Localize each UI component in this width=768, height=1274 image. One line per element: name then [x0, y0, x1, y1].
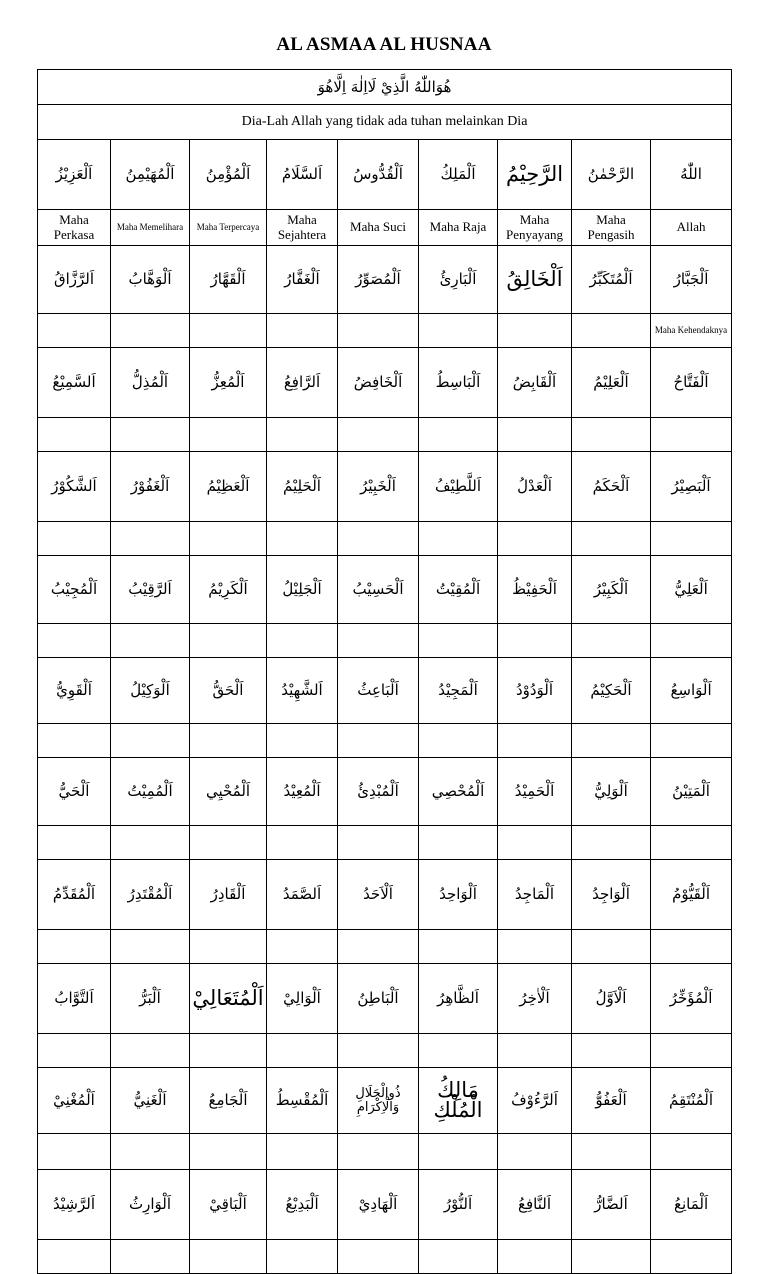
meaning-cell — [572, 826, 651, 860]
asma-name-cell: اَلْفَتَّاحُ — [651, 348, 732, 418]
names-row — [38, 1068, 732, 1134]
asma-name-cell: اَلْحَمِيْدُ — [498, 758, 572, 826]
meaning-cell — [267, 724, 338, 758]
meaning-cell — [498, 826, 572, 860]
meaning-cell — [111, 522, 190, 556]
meaning-cell — [338, 1034, 419, 1068]
meaning-cell — [111, 826, 190, 860]
meaning-cell: Maha Terpercaya — [190, 210, 267, 246]
asma-name-cell: اَلْمَتِيْنُ — [651, 758, 732, 826]
asmaul-husna-table — [37, 69, 732, 1274]
asma-name-cell: اَلْخَالِقُ — [498, 246, 572, 314]
names-row — [38, 348, 732, 418]
meanings-row — [38, 930, 732, 964]
asma-name-cell: اَلتَّوَّابُ — [38, 964, 111, 1034]
asma-name-cell: اَلْوَاحِدُ — [419, 860, 498, 930]
asma-name-cell: اَلْمُذِلُّ — [111, 348, 190, 418]
meaning-cell — [651, 724, 732, 758]
asma-name-cell: اَلْبَاسِطُ — [419, 348, 498, 418]
asma-name-cell: اَلْاٰخِرُ — [498, 964, 572, 1034]
asma-name-cell: اَلْبَارِئُ — [419, 246, 498, 314]
meaning-cell — [419, 1240, 498, 1274]
asma-name-cell: اَلْوَارِثُ — [111, 1170, 190, 1240]
meaning-cell — [498, 418, 572, 452]
meaning-cell — [111, 930, 190, 964]
asma-name-cell: اَلْمُمِيْتُ — [111, 758, 190, 826]
asma-name-cell: اَلْقَوِيُّ — [38, 658, 111, 724]
asma-name-cell: اَلْوَاجِدُ — [572, 860, 651, 930]
meaning-cell: Allah — [651, 210, 732, 246]
asma-name-cell: اَلْغَنِيُّ — [111, 1068, 190, 1134]
header-translation: Dia-Lah Allah yang tidak ada tuhan melainkan Dia — [38, 105, 732, 140]
meaning-cell — [338, 1240, 419, 1274]
meaning-cell — [338, 418, 419, 452]
meaning-cell — [651, 1240, 732, 1274]
asma-name-cell: اَلْوَالِيْ — [267, 964, 338, 1034]
asma-name-cell: اَلْحَسِيْبُ — [338, 556, 419, 624]
meanings-row — [38, 210, 732, 246]
asma-name-cell: اَلْمُؤْمِنُ — [190, 140, 267, 210]
meaning-cell — [38, 624, 111, 658]
asma-name-cell: الرَّحْمٰنُ — [572, 140, 651, 210]
asma-name-cell: اَلْمُغْنِيْ — [38, 1068, 111, 1134]
meaning-cell — [419, 930, 498, 964]
asma-name-cell: اَلْهَادِيْ — [338, 1170, 419, 1240]
meaning-cell — [498, 1134, 572, 1170]
asma-name-cell: اَلْكَبِيْرُ — [572, 556, 651, 624]
asma-name-cell: اَلْبَصِيْرُ — [651, 452, 732, 522]
meaning-cell — [338, 624, 419, 658]
meaning-cell — [419, 522, 498, 556]
asma-name-cell: اَلْمُجِيْبُ — [38, 556, 111, 624]
asma-name-cell: اَلْمُنْتَقِمُ — [651, 1068, 732, 1134]
meaning-cell — [267, 826, 338, 860]
meaning-cell — [190, 930, 267, 964]
meaning-cell — [38, 522, 111, 556]
meaning-cell — [498, 624, 572, 658]
meaning-cell — [572, 314, 651, 348]
names-row — [38, 140, 732, 210]
asma-name-cell: اَلْمُهَيْمِنُ — [111, 140, 190, 210]
asma-name-cell: اَلْخَبِيْرُ — [338, 452, 419, 522]
names-row — [38, 556, 732, 624]
asma-name-cell: اَلْوَهَّابُ — [111, 246, 190, 314]
meanings-row — [38, 1240, 732, 1274]
meaning-cell — [498, 314, 572, 348]
asma-name-cell: اَلشَّكُوْرُ — [38, 452, 111, 522]
meaning-cell — [651, 930, 732, 964]
meanings-row — [38, 724, 732, 758]
meaning-cell — [419, 724, 498, 758]
asma-name-cell: اَلْعَفُوُّ — [572, 1068, 651, 1134]
asma-name-cell: اَلْمُصَوِّرُ — [338, 246, 419, 314]
meaning-cell — [338, 724, 419, 758]
meaning-cell: Maha Kehendaknya — [651, 314, 732, 348]
asma-name-cell: اَلْوَاسِعُ — [651, 658, 732, 724]
asma-name-cell: اَلْعَظِيْمُ — [190, 452, 267, 522]
asma-name-cell: اَلْمُحْيِي — [190, 758, 267, 826]
meaning-cell — [651, 522, 732, 556]
asma-name-cell: اَلرَّقِيْبُ — [111, 556, 190, 624]
header-arabic-verse: هُوَاللّٰهُ الَّذِيْ لَااِلٰهَ اِلَّاهُوَ — [38, 70, 732, 105]
asma-name-cell: اَلْحَكِيْمُ — [572, 658, 651, 724]
meaning-cell — [190, 314, 267, 348]
asma-name-cell: اَلْحَقُّ — [190, 658, 267, 724]
names-row — [38, 452, 732, 522]
asma-name-cell: اَلْغَفَّارُ — [267, 246, 338, 314]
asma-name-cell: اَلْحَفِيْظُ — [498, 556, 572, 624]
meaning-cell — [267, 930, 338, 964]
meaning-cell — [267, 522, 338, 556]
asma-name-cell: اَلْمُقِيْتُ — [419, 556, 498, 624]
meaning-cell: Maha Sejahtera — [267, 210, 338, 246]
meaning-cell — [190, 826, 267, 860]
asma-name-cell: اَلْمُقَدِّمُ — [38, 860, 111, 930]
meaning-cell — [572, 1240, 651, 1274]
meaning-cell — [267, 624, 338, 658]
asma-name-cell: اَلسَّمِيْعُ — [38, 348, 111, 418]
meaning-cell — [338, 930, 419, 964]
names-row — [38, 246, 732, 314]
asma-name-cell: اَلرَّشِيْدُ — [38, 1170, 111, 1240]
meaning-cell — [498, 724, 572, 758]
asma-name-cell: اَلْمُؤَخِّرُ — [651, 964, 732, 1034]
meaning-cell — [111, 1240, 190, 1274]
page-title: AL ASMAA AL HUSNAA — [276, 34, 492, 55]
asma-name-cell: اَلْجَامِعُ — [190, 1068, 267, 1134]
meaning-cell — [267, 314, 338, 348]
asma-name-cell: اَلْبَاعِثُ — [338, 658, 419, 724]
asma-name-cell: اَلْبَدِيْعُ — [267, 1170, 338, 1240]
asma-name-cell: الرَّحِيْمُ — [498, 140, 572, 210]
meaning-cell — [267, 1034, 338, 1068]
asma-name-cell: اللّٰهُ — [651, 140, 732, 210]
meanings-row — [38, 522, 732, 556]
asma-name-cell: اَلْمَاجِدُ — [498, 860, 572, 930]
meaning-cell — [111, 724, 190, 758]
meaning-cell — [38, 724, 111, 758]
asma-name-cell: اَلْمُقْتَدِرُ — [111, 860, 190, 930]
asma-name-cell: اَلْمُعِزُّ — [190, 348, 267, 418]
meaning-cell — [498, 1240, 572, 1274]
asma-name-cell: اَلْمَجِيْدُ — [419, 658, 498, 724]
meaning-cell — [38, 930, 111, 964]
asma-name-cell: اَلصَّمَدُ — [267, 860, 338, 930]
asma-name-cell: اَلْبَاقِيْ — [190, 1170, 267, 1240]
meaning-cell — [267, 1240, 338, 1274]
meaning-cell — [498, 1034, 572, 1068]
meaning-cell — [111, 1034, 190, 1068]
asma-name-cell: اَلْمُتَعَالِيْ — [190, 964, 267, 1034]
meaning-cell — [111, 314, 190, 348]
meaning-cell — [267, 1134, 338, 1170]
meaning-cell — [190, 1134, 267, 1170]
asma-name-cell: اَلرَّزَّاقُ — [38, 246, 111, 314]
meaning-cell — [572, 930, 651, 964]
meaning-cell — [338, 314, 419, 348]
meanings-row — [38, 1034, 732, 1068]
meaning-cell: Maha Suci — [338, 210, 419, 246]
asma-name-cell: اَلنُّوْرُ — [419, 1170, 498, 1240]
meaning-cell: Maha Memelihara — [111, 210, 190, 246]
asma-name-cell: اَلْمُقْسِطُ — [267, 1068, 338, 1134]
meaning-cell: Maha Penyayang — [498, 210, 572, 246]
asma-name-cell: اَلظَّاهِرُ — [419, 964, 498, 1034]
asma-name-cell: اَلْعَدْلُ — [498, 452, 572, 522]
meaning-cell — [190, 724, 267, 758]
meaning-cell — [651, 1034, 732, 1068]
asma-name-cell: اَلْمُحْصِي — [419, 758, 498, 826]
asma-name-cell: اَلْمُبْدِئُ — [338, 758, 419, 826]
meaning-cell — [419, 418, 498, 452]
meaning-cell — [572, 1034, 651, 1068]
asma-name-cell: اَلْمُتَكَبِّرُ — [572, 246, 651, 314]
meanings-row — [38, 826, 732, 860]
meaning-cell — [419, 1134, 498, 1170]
asma-name-cell: اَلضَّارُّ — [572, 1170, 651, 1240]
meaning-cell — [38, 1034, 111, 1068]
asma-name-cell: اَلْبَرُّ — [111, 964, 190, 1034]
asma-name-cell: ذُوالْجَلَالِ وَالْاِكْرَامِ — [338, 1068, 419, 1134]
meaning-cell — [338, 522, 419, 556]
asma-name-cell: اَلْكَرِيْمُ — [190, 556, 267, 624]
asma-name-cell: مَالِكُ الْمُلْكِ — [419, 1068, 498, 1134]
asma-name-cell: اَلْغَفُوْرُ — [111, 452, 190, 522]
meaning-cell — [572, 624, 651, 658]
meanings-row — [38, 314, 732, 348]
meaning-cell — [419, 826, 498, 860]
names-row — [38, 658, 732, 724]
meaning-cell — [572, 724, 651, 758]
asma-name-cell: اَلْبَاطِنُ — [338, 964, 419, 1034]
asma-name-cell: اَلْقُدُّوسُ — [338, 140, 419, 210]
meaning-cell — [651, 418, 732, 452]
meaning-cell — [572, 522, 651, 556]
asma-name-cell: اَلْجَبَّارُ — [651, 246, 732, 314]
asma-name-cell: اَلْعَلِيْمُ — [572, 348, 651, 418]
asma-name-cell: اَلْاَوَّلُ — [572, 964, 651, 1034]
meanings-row — [38, 624, 732, 658]
meaning-cell — [38, 1240, 111, 1274]
asma-name-cell: اَلْقَادِرُ — [190, 860, 267, 930]
meaning-cell — [498, 930, 572, 964]
asma-name-cell: اَلْمَانِعُ — [651, 1170, 732, 1240]
meanings-row — [38, 418, 732, 452]
meaning-cell — [190, 1240, 267, 1274]
asma-name-cell: اَلسَّلَامُ — [267, 140, 338, 210]
asma-name-cell: اَلْاَحَدُ — [338, 860, 419, 930]
meaning-cell — [190, 418, 267, 452]
asma-name-cell: اَلْوَدُوْدُ — [498, 658, 572, 724]
asma-name-cell: اَلْوَكِيْلُ — [111, 658, 190, 724]
asma-name-cell: اَلْجَلِيْلُ — [267, 556, 338, 624]
asma-name-cell: اَلْقَهَّارُ — [190, 246, 267, 314]
asma-name-cell: اَلْعَلِيُّ — [651, 556, 732, 624]
meaning-cell — [267, 418, 338, 452]
meaning-cell — [38, 418, 111, 452]
names-row — [38, 860, 732, 930]
meaning-cell — [419, 314, 498, 348]
asma-name-cell: اَلرَّافِعُ — [267, 348, 338, 418]
meaning-cell — [38, 1134, 111, 1170]
asma-name-cell: اَلنَّافِعُ — [498, 1170, 572, 1240]
asma-name-cell: اَلْخَافِضُ — [338, 348, 419, 418]
meaning-cell — [38, 314, 111, 348]
names-row — [38, 1170, 732, 1240]
meaning-cell — [572, 418, 651, 452]
meaning-cell — [419, 1034, 498, 1068]
meaning-cell — [38, 826, 111, 860]
asma-name-cell: اَلْحَكَمُ — [572, 452, 651, 522]
meaning-cell — [572, 1134, 651, 1170]
meaning-cell — [338, 826, 419, 860]
meaning-cell — [111, 624, 190, 658]
asma-name-cell: اَلْوَلِيُّ — [572, 758, 651, 826]
meaning-cell: Maha Raja — [419, 210, 498, 246]
asma-name-cell: اَلْحَلِيْمُ — [267, 452, 338, 522]
asma-name-cell: اَلشَّهِيْدُ — [267, 658, 338, 724]
names-row — [38, 758, 732, 826]
asma-name-cell: اَلْمُعِيْدُ — [267, 758, 338, 826]
names-row — [38, 964, 732, 1034]
asma-name-cell: اَلْحَيُّ — [38, 758, 111, 826]
meaning-cell — [498, 522, 572, 556]
asma-name-cell: اَلْقَابِضُ — [498, 348, 572, 418]
meaning-cell — [338, 1134, 419, 1170]
meanings-row — [38, 1134, 732, 1170]
asma-name-cell: اَللَّطِيْفُ — [419, 452, 498, 522]
meaning-cell: Maha Perkasa — [38, 210, 111, 246]
asma-name-cell: اَلْعَزِيْزُ — [38, 140, 111, 210]
meaning-cell — [419, 624, 498, 658]
meaning-cell — [111, 418, 190, 452]
meaning-cell — [651, 624, 732, 658]
meaning-cell — [111, 1134, 190, 1170]
asma-name-cell: اَلْقَيُّوْمُ — [651, 860, 732, 930]
asma-name-cell: اَلْمَلِكُ — [419, 140, 498, 210]
meaning-cell — [190, 1034, 267, 1068]
meaning-cell — [651, 1134, 732, 1170]
asma-name-cell: اَلرَّءُوْفُ — [498, 1068, 572, 1134]
meaning-cell — [190, 522, 267, 556]
meaning-cell — [190, 624, 267, 658]
meaning-cell — [651, 826, 732, 860]
meaning-cell: Maha Pengasih — [572, 210, 651, 246]
